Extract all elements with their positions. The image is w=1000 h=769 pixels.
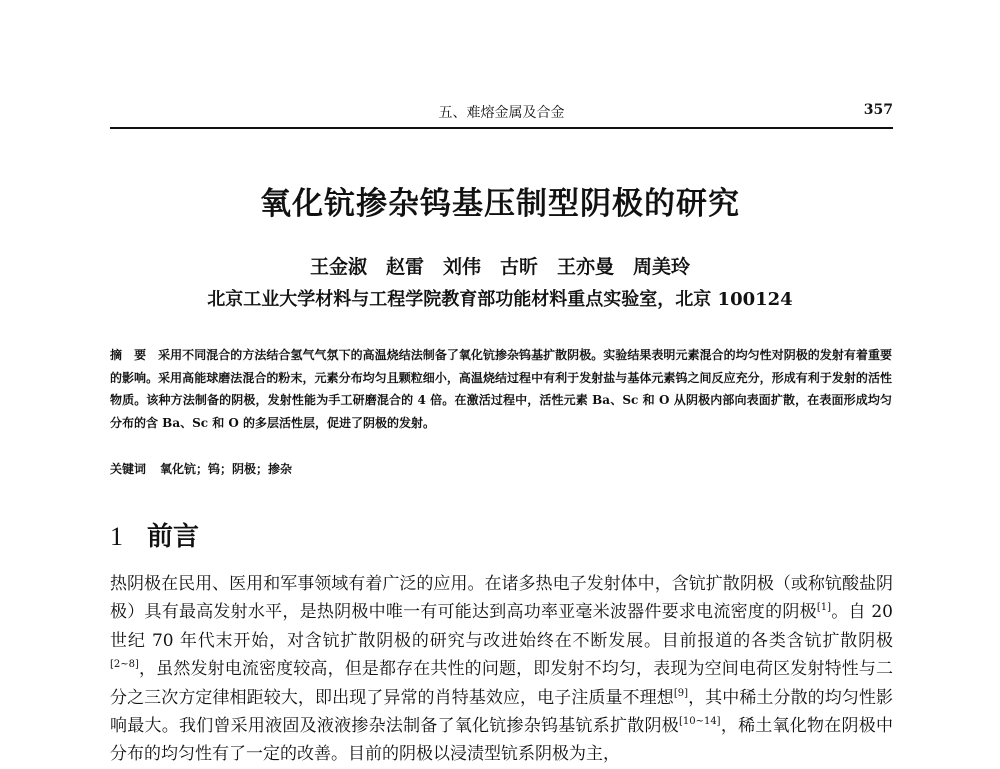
running-title: 五、难熔金属及合金 xyxy=(438,105,565,121)
para-text: 。自 20 世纪 70 年代末开始，对含钪扩散阴极的研究与改进始终在不断发展。目前报道的各类含钪扩散阴极 xyxy=(110,602,893,651)
paper-title: 氧化钪掺杂钨基压制型阴极的研究 xyxy=(260,186,740,222)
citation: [9] xyxy=(673,687,688,699)
affiliation: 北京工业大学材料与工程学院教育部功能材料重点实验室，北京 100124 xyxy=(207,289,793,310)
page-number: 357 xyxy=(863,102,893,118)
keywords xyxy=(110,460,892,477)
para-text: ，稀土氧化物在阴极中分布的均匀性有了一定的改善。目前的阴极以浸渍型钪系阴极为主， xyxy=(110,716,894,765)
keywords-label: 关键词 xyxy=(110,462,147,476)
para-text: ，虽然发射电流密度较高，但是都存在共性的问题，即发射不均匀，表现为空间电荷区发射特性与二分之三次方定律相距较大，即出现了异常的肖特基效应，电子注质量不理想 xyxy=(110,659,893,708)
section-number: 1 xyxy=(110,522,123,551)
para-text: 热阴极在民用、医用和军事领域有着广泛的应用。在诸多热电子发射体中，含钪扩散阴极（或称钪酸盐阴极）具有最高发射水平，是热阴极中唯一有可能达到高功率亚毫米波器件要求电流密度的阴极 xyxy=(110,574,893,623)
abstract-label: 摘 要 xyxy=(110,348,147,362)
citation: [1] xyxy=(816,602,831,614)
keywords-text: 氧化钪；钨；阴极；掺杂 xyxy=(160,462,293,476)
header-rule xyxy=(110,127,893,129)
citation: [2~8] xyxy=(110,659,139,671)
section-heading xyxy=(110,516,199,553)
body-paragraph xyxy=(110,570,893,769)
citation: [10~14] xyxy=(678,716,721,728)
section-title: 前言 xyxy=(147,522,200,552)
author-list: 王金淑 赵雷 刘伟 古昕 王亦曼 周美玲 xyxy=(309,256,690,278)
para-text: ，其中稀土分散的均匀性影响最大。我们曾采用液固及液液掺杂法制备了氧化钪掺杂钨基钪系扩散阴极 xyxy=(110,687,894,737)
abstract xyxy=(110,344,892,435)
abstract-text: 采用不同混合的方法结合氢气气氛下的高温烧结法制备了氧化钪掺杂钨基扩散阴极。实验结果表明元素混合的均匀性对阴极的发射有着重要的影响。采用高能球磨法混合的粉末，元素分布均匀且颗粒细小，高温烧结过程中有利于发射盐与基体元素钨之间反应充分，形成有利于发射的活性物质。该种方法制备的阴极，发射性能为手工研磨混合的 4 倍。在激活过程中，活性元素 Ba、Sc 和 O 从阴极内部向表面扩散，在表面形成均匀分布的含 Ba、Sc 和 O 的多层活性层，促进了阴极的发射。 xyxy=(110,348,892,431)
